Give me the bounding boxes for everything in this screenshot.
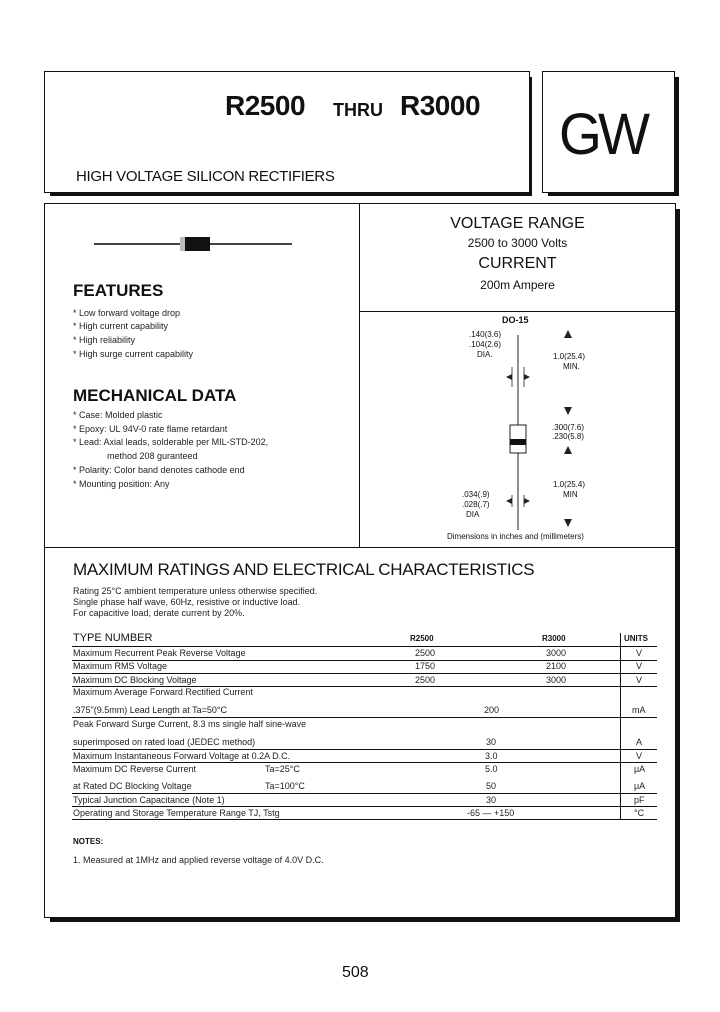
- mechanical-item: * Epoxy: UL 94V-0 rate flame retardant: [73, 424, 228, 434]
- brand-logo: GW: [559, 102, 647, 167]
- table-cell: 1750: [415, 661, 436, 671]
- table-cell-unit: μA: [634, 781, 646, 791]
- table-row-label: Maximum Recurrent Peak Reverse Voltage: [73, 648, 246, 658]
- table-row-label: Maximum Instantaneous Forward Voltage at 0.2A D.C.: [73, 751, 291, 761]
- mechanical-item: method 208 guranteed: [107, 451, 198, 461]
- header-subtitle: HIGH VOLTAGE SILICON RECTIFIERS: [76, 168, 335, 185]
- mechanical-item: * Case: Molded plastic: [73, 410, 163, 420]
- table-cell: 3000: [546, 675, 567, 685]
- note-1: 1. Measured at 1MHz and applied reverse voltage of 4.0V D.C.: [73, 855, 324, 865]
- dim-wire-dia-2: .028(.7): [462, 500, 490, 509]
- ratings-title: MAXIMUM RATINGS AND ELECTRICAL CHARACTERISTICS: [73, 560, 535, 579]
- thru-label: THRU: [333, 100, 383, 120]
- table-cell-unit: pF: [634, 795, 645, 805]
- table-cell-unit: mA: [632, 705, 646, 715]
- table-row-label: Typical Junction Capacitance (Note 1): [73, 795, 225, 805]
- diode-image: [90, 234, 296, 254]
- table-cell: 30: [486, 737, 497, 747]
- table-cell-unit: V: [636, 648, 643, 658]
- dim-lead-length-2: 1.0(25.4): [553, 480, 586, 489]
- dim-lead-dia-2: .104(2.6): [469, 340, 502, 349]
- dim-lead-dia-1: .140(3.6): [469, 330, 502, 339]
- current-value: 200m Ampere: [480, 278, 555, 292]
- table-cell-unit: V: [636, 675, 643, 685]
- table-row-label: Maximum RMS Voltage: [73, 661, 168, 671]
- page-number: 508: [342, 964, 369, 981]
- dim-body-2: .230(5.8): [552, 432, 585, 441]
- part-end: R3000: [400, 90, 481, 121]
- table-row-label-cont: superimposed on rated load (JEDEC method): [73, 737, 256, 747]
- dimension-note: Dimensions in inches and (millimeters): [447, 532, 584, 541]
- feature-item: * High surge current capability: [73, 349, 194, 359]
- table-cell-unit: °C: [634, 808, 645, 818]
- table-row-label-cont: .375"(9.5mm) Lead Length at Ta=50°C: [73, 705, 227, 715]
- voltage-range-value: 2500 to 3000 Volts: [467, 236, 568, 250]
- table-row-label: Operating and Storage Temperature Range TJ, Tstg: [73, 808, 280, 818]
- table-row-label: Maximum DC Reverse Current: [73, 764, 197, 774]
- table-cell: 2100: [546, 661, 567, 671]
- dim-body-1: .300(7.6): [552, 423, 585, 432]
- table-cell-unit: μA: [634, 764, 646, 774]
- mechanical-title: MECHANICAL DATA: [73, 386, 237, 405]
- mechanical-item: * Polarity: Color band denotes cathode end: [73, 465, 245, 475]
- dim-wire-dia-label: DIA: [466, 510, 480, 519]
- col-type-number: TYPE NUMBER: [73, 632, 153, 644]
- table-cell: 200: [484, 705, 500, 715]
- table-cell-unit: V: [636, 661, 643, 671]
- table-cell: 2500: [415, 675, 436, 685]
- table-row-label: at Rated DC Blocking Voltage: [73, 781, 192, 791]
- table-row-label: Maximum Average Forward Rectified Current: [73, 687, 253, 697]
- dim-lead-length-2-min: MIN: [563, 490, 578, 499]
- dim-lead-length-1-min: MIN.: [563, 362, 580, 371]
- table-cell: 2500: [415, 648, 436, 658]
- table-cell-condition: Ta=100°C: [265, 781, 305, 791]
- feature-item: * Low forward voltage drop: [73, 308, 181, 318]
- table-cell: 5.0: [485, 764, 498, 774]
- ratings-note: Single phase half wave, 60Hz, resistive or inductive load.: [73, 597, 301, 607]
- mechanical-item: * Lead: Axial leads, solderable per MIL-STD-202,: [73, 437, 269, 447]
- notes-title: NOTES:: [73, 837, 104, 846]
- col-r3000: R3000: [542, 634, 566, 643]
- col-r2500: R2500: [410, 634, 434, 643]
- feature-item: * High reliability: [73, 335, 136, 345]
- package-name: DO-15: [502, 315, 529, 325]
- table-cell: 30: [486, 795, 497, 805]
- features-title: FEATURES: [73, 281, 164, 300]
- table-row-label: Maximum DC Blocking Voltage: [73, 675, 197, 685]
- table-cell-unit: V: [636, 751, 643, 761]
- table-cell-condition: Ta=25°C: [265, 764, 300, 774]
- part-start: R2500: [225, 90, 306, 121]
- dim-lead-dia-label: DIA.: [477, 350, 493, 359]
- mechanical-item: * Mounting position: Any: [73, 479, 170, 489]
- voltage-range-title: VOLTAGE RANGE: [450, 215, 585, 232]
- dim-lead-length-1: 1.0(25.4): [553, 352, 586, 361]
- table-cell: -65 — +150: [467, 808, 515, 818]
- dim-wire-dia-1: .034(.9): [462, 490, 490, 499]
- feature-item: * High current capability: [73, 321, 169, 331]
- table-cell: 50: [486, 781, 497, 791]
- col-units: UNITS: [624, 634, 648, 643]
- table-row-label: Peak Forward Surge Current, 8.3 ms single half sine-wave: [73, 719, 307, 729]
- table-cell: 3.0: [485, 751, 498, 761]
- ratings-note: For capacitive load, derate current by 20%.: [73, 608, 245, 618]
- table-cell: 3000: [546, 648, 567, 658]
- ratings-note: Rating 25°C ambient temperature unless otherwise specified.: [73, 586, 318, 596]
- current-title: CURRENT: [478, 255, 557, 272]
- table-cell-unit: A: [636, 737, 643, 747]
